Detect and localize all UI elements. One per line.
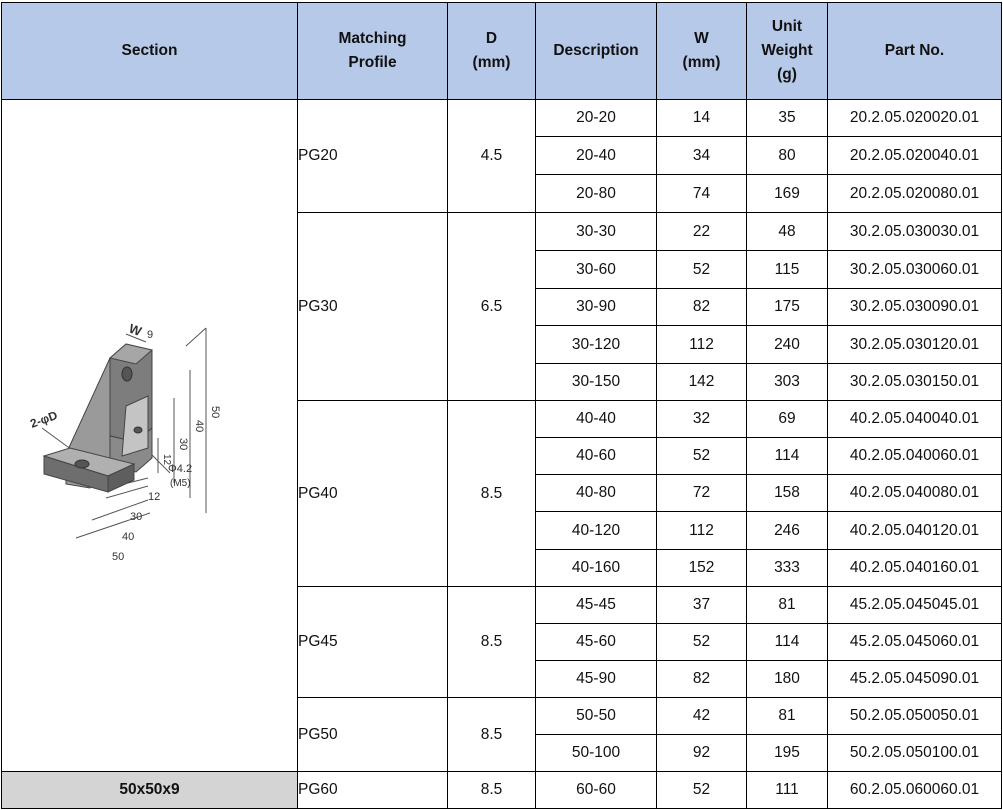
d-cell: 8.5 — [448, 698, 536, 772]
part-no-cell: 60.2.05.060060.01 — [828, 772, 1002, 809]
dim-50-label: 50 — [111, 551, 124, 563]
dim-30-label: 30 — [129, 511, 142, 523]
part-no-cell: 20.2.05.020040.01 — [828, 137, 1002, 175]
part-no-cell: 30.2.05.030120.01 — [828, 326, 1002, 364]
dim-12-label: 12 — [147, 491, 160, 503]
description-cell: 30-150 — [536, 364, 657, 401]
unit-weight-cell: 81 — [747, 587, 828, 624]
unit-weight-cell: 175 — [747, 289, 828, 326]
part-no-cell: 40.2.05.040160.01 — [828, 550, 1002, 587]
unit-weight-cell: 180 — [747, 661, 828, 698]
unit-weight-cell: 114 — [747, 438, 828, 475]
unit-weight-cell: 80 — [747, 137, 828, 175]
header-part-no: Part No. — [828, 3, 1002, 100]
section-image-cell — [2, 100, 298, 772]
description-cell: 40-40 — [536, 401, 657, 438]
table-row — [2, 100, 1002, 137]
description-cell: 40-60 — [536, 438, 657, 475]
w-cell: 82 — [657, 289, 747, 326]
d-cell: 8.5 — [448, 587, 536, 698]
description-cell: 40-120 — [536, 512, 657, 550]
w-cell: 152 — [657, 550, 747, 587]
w-cell: 34 — [657, 137, 747, 175]
unit-weight-cell: 246 — [747, 512, 828, 550]
dim-12v-label: 12 — [160, 454, 172, 466]
matching-profile-cell: PG20 — [298, 100, 448, 213]
unit-weight-cell: 48 — [747, 213, 828, 251]
header-w: W (mm) — [657, 3, 747, 100]
description-cell: 45-45 — [536, 587, 657, 624]
description-cell: 20-20 — [536, 100, 657, 137]
w-cell: 142 — [657, 364, 747, 401]
description-cell: 30-60 — [536, 251, 657, 289]
dim-9-label: 9 — [146, 329, 153, 341]
part-no-cell: 20.2.05.020020.01 — [828, 100, 1002, 137]
dim-h40-label: 40 — [192, 420, 205, 433]
part-no-cell: 40.2.05.040120.01 — [828, 512, 1002, 550]
unit-weight-cell: 195 — [747, 735, 828, 772]
d-cell: 8.5 — [448, 772, 536, 809]
dim-40-label: 40 — [121, 531, 134, 543]
description-cell: 30-30 — [536, 213, 657, 251]
d-cell: 4.5 — [448, 100, 536, 213]
w-cell: 72 — [657, 475, 747, 512]
w-cell: 32 — [657, 401, 747, 438]
header-section: Section — [2, 3, 298, 100]
hole-diameter-label: Φ4.2 — [167, 463, 192, 475]
dim-h30-label: 30 — [176, 438, 189, 451]
header-unit-weight: Unit Weight (g) — [747, 3, 828, 100]
matching-profile-cell: PG40 — [298, 401, 448, 587]
part-no-cell: 45.2.05.045060.01 — [828, 624, 1002, 661]
w-cell: 52 — [657, 624, 747, 661]
w-cell: 112 — [657, 512, 747, 550]
unit-weight-cell: 158 — [747, 475, 828, 512]
unit-weight-cell: 81 — [747, 698, 828, 735]
unit-weight-cell: 115 — [747, 251, 828, 289]
description-cell: 30-120 — [536, 326, 657, 364]
unit-weight-cell: 69 — [747, 401, 828, 438]
d-cell: 6.5 — [448, 213, 536, 401]
table-row — [2, 772, 1002, 809]
bracket-section-drawing — [30, 288, 270, 578]
part-no-cell: 20.2.05.020080.01 — [828, 175, 1002, 213]
matching-profile-cell: PG60 — [298, 772, 448, 809]
part-no-cell: 30.2.05.030150.01 — [828, 364, 1002, 401]
w-cell: 52 — [657, 438, 747, 475]
unit-weight-cell: 303 — [747, 364, 828, 401]
unit-weight-cell: 114 — [747, 624, 828, 661]
w-cell: 14 — [657, 100, 747, 137]
matching-profile-cell: PG30 — [298, 213, 448, 401]
header-description: Description — [536, 3, 657, 100]
description-cell: 50-100 — [536, 735, 657, 772]
part-no-cell: 30.2.05.030090.01 — [828, 289, 1002, 326]
w-cell: 52 — [657, 251, 747, 289]
unit-weight-cell: 111 — [747, 772, 828, 809]
part-no-cell: 40.2.05.040080.01 — [828, 475, 1002, 512]
w-cell: 22 — [657, 213, 747, 251]
description-cell: 40-80 — [536, 475, 657, 512]
w-cell: 82 — [657, 661, 747, 698]
dim-h50-label: 50 — [208, 406, 221, 419]
w-cell: 37 — [657, 587, 747, 624]
header-d: D (mm) — [448, 3, 536, 100]
part-no-cell: 50.2.05.050100.01 — [828, 735, 1002, 772]
unit-weight-cell: 333 — [747, 550, 828, 587]
description-cell: 60-60 — [536, 772, 657, 809]
part-no-cell: 30.2.05.030060.01 — [828, 251, 1002, 289]
w-cell: 74 — [657, 175, 747, 213]
matching-profile-cell: PG45 — [298, 587, 448, 698]
d-cell: 8.5 — [448, 401, 536, 587]
spec-table — [1, 2, 1002, 809]
matching-profile-cell: PG50 — [298, 698, 448, 772]
header-row — [2, 3, 1002, 100]
dim-d-label: 2-φD — [29, 408, 59, 431]
w-cell: 112 — [657, 326, 747, 364]
unit-weight-cell: 169 — [747, 175, 828, 213]
w-cell: 92 — [657, 735, 747, 772]
w-cell: 42 — [657, 698, 747, 735]
thread-label: (M5) — [169, 478, 191, 489]
part-no-cell: 30.2.05.030030.01 — [828, 213, 1002, 251]
description-cell: 45-60 — [536, 624, 657, 661]
section-label: 50x50x9 — [2, 772, 298, 809]
part-no-cell: 45.2.05.045090.01 — [828, 661, 1002, 698]
part-no-cell: 50.2.05.050050.01 — [828, 698, 1002, 735]
unit-weight-cell: 35 — [747, 100, 828, 137]
description-cell: 40-160 — [536, 550, 657, 587]
description-cell: 20-40 — [536, 137, 657, 175]
description-cell: 50-50 — [536, 698, 657, 735]
part-no-cell: 40.2.05.040060.01 — [828, 438, 1002, 475]
w-cell: 52 — [657, 772, 747, 809]
part-no-cell: 45.2.05.045045.01 — [828, 587, 1002, 624]
dim-w-label: W — [126, 320, 144, 340]
description-cell: 20-80 — [536, 175, 657, 213]
header-matching-profile: Matching Profile — [298, 3, 448, 100]
description-cell: 45-90 — [536, 661, 657, 698]
part-no-cell: 40.2.05.040040.01 — [828, 401, 1002, 438]
unit-weight-cell: 240 — [747, 326, 828, 364]
description-cell: 30-90 — [536, 289, 657, 326]
